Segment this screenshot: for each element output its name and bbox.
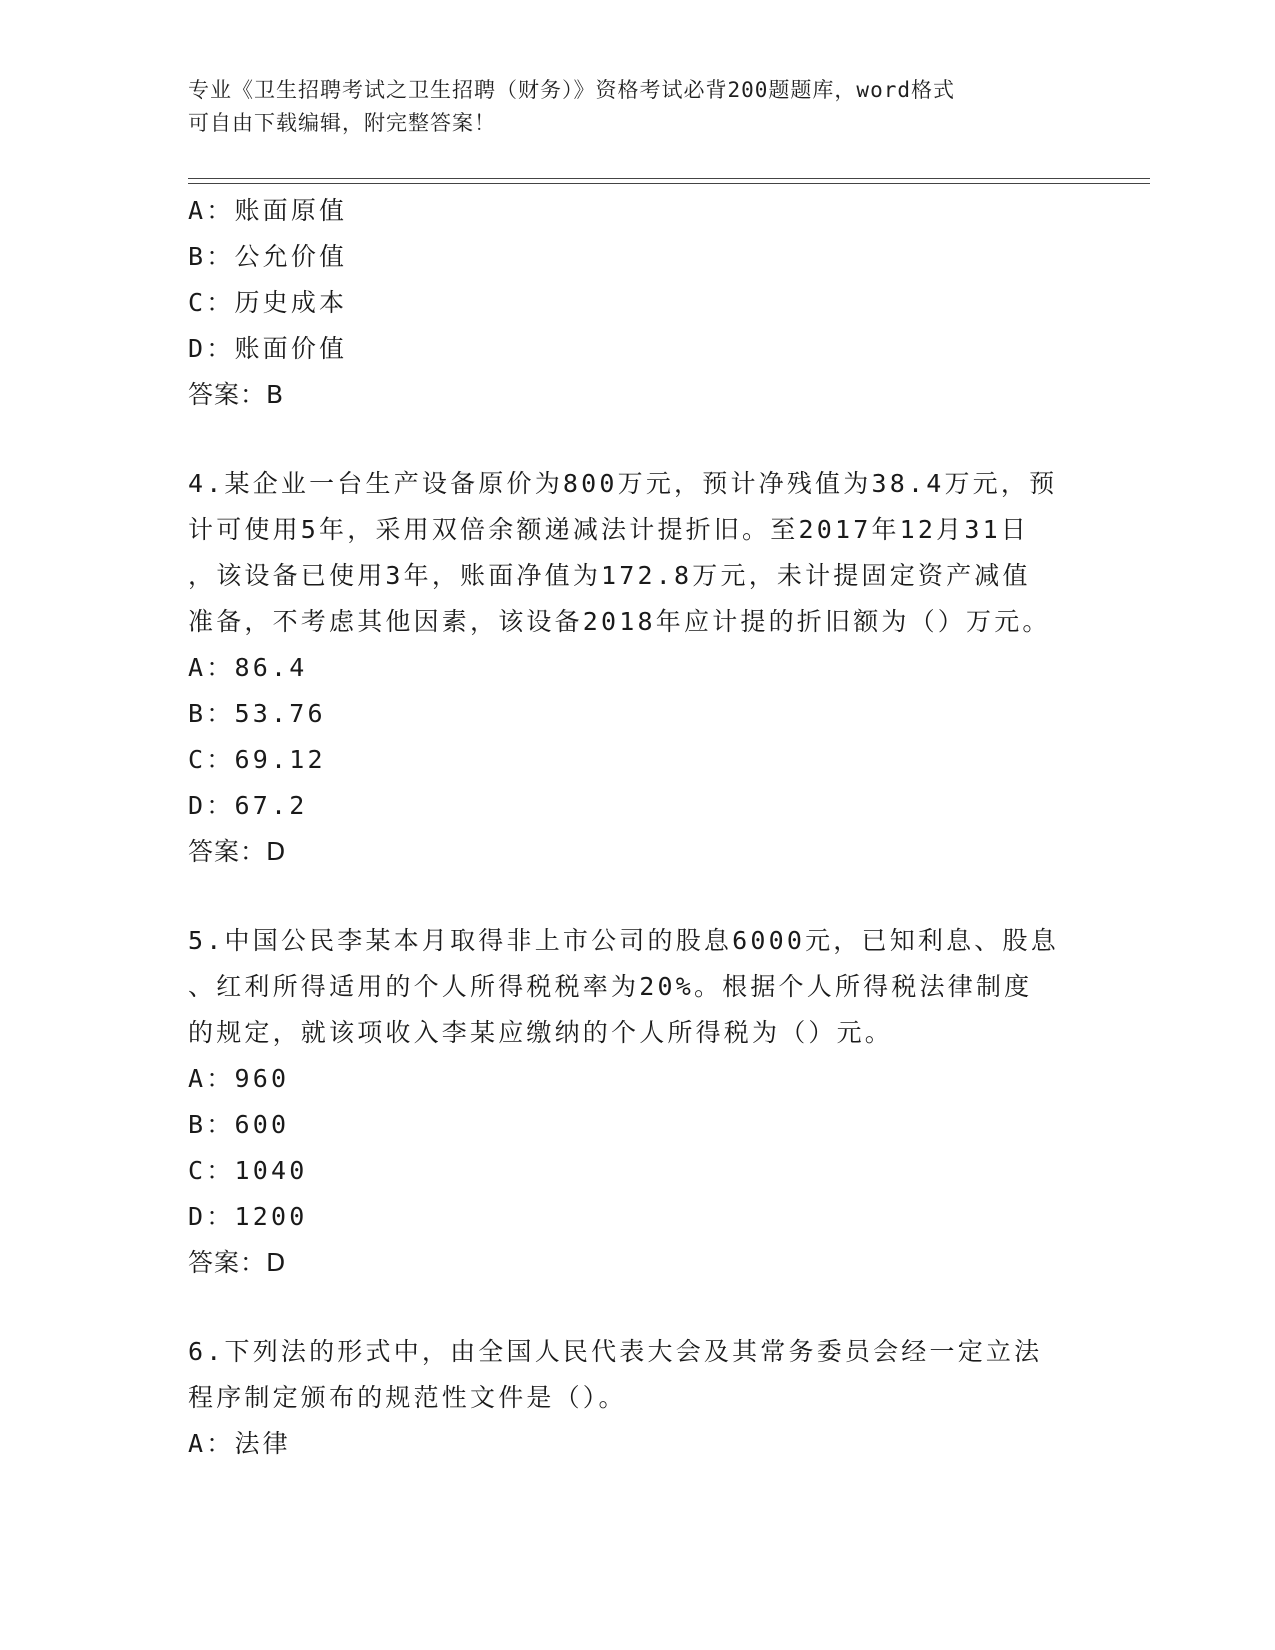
document-body	[188, 188, 1088, 1467]
option-d: D：账面价值	[188, 334, 348, 363]
question-gap	[188, 1286, 1088, 1329]
option-b: B：600	[188, 1110, 290, 1139]
question-stem-line: 的规定，就该项收入李某应缴纳的个人所得税为（）元。	[188, 1018, 894, 1047]
question-4	[188, 461, 1088, 875]
question-stem-line: 计可使用5年，采用双倍余额递减法计提折旧。至2017年12月31日	[188, 515, 1030, 544]
header-title-line-1: 专业《卫生招聘考试之卫生招聘（财务）》资格考试必背200题题库，word格式	[188, 78, 955, 102]
option-a: A：账面原值	[188, 196, 348, 225]
option-c: C：69.12	[188, 745, 326, 774]
option-c: C：1040	[188, 1156, 308, 1185]
option-a: A：法律	[188, 1429, 291, 1458]
question-6	[188, 1329, 1088, 1467]
question-stem-line: 4.某企业一台生产设备原价为800万元，预计净残值为38.4万元，预	[188, 469, 1058, 498]
question-gap	[188, 875, 1088, 918]
option-d: D：67.2	[188, 791, 308, 820]
question-stem-line: 5.中国公民李某本月取得非上市公司的股息6000元，已知利息、股息	[188, 926, 1059, 955]
answer-line: 答案：D	[188, 1248, 287, 1277]
option-d: D：1200	[188, 1202, 308, 1231]
question-stem-line: 准备，不考虑其他因素，该设备2018年应计提的折旧额为（）万元。	[188, 607, 1051, 636]
question-stem-line: ，该设备已使用3年，账面净值为172.8万元，未计提固定资产减值	[188, 561, 1031, 590]
question-gap	[188, 418, 1088, 461]
option-b: B：公允价值	[188, 242, 348, 271]
header-title-line-2: 可自由下载编辑，附完整答案！	[188, 111, 496, 135]
question-3	[188, 188, 1088, 418]
question-5	[188, 918, 1088, 1286]
header-divider	[188, 178, 1150, 184]
answer-line: 答案：B	[188, 380, 285, 409]
option-a: A：86.4	[188, 653, 308, 682]
option-a: A：960	[188, 1064, 290, 1093]
answer-line: 答案：D	[188, 837, 287, 866]
question-stem-line: 6.下列法的形式中，由全国人民代表大会及其常务委员会经一定立法	[188, 1337, 1043, 1366]
question-stem-line: 、红利所得适用的个人所得税税率为20%。根据个人所得税法律制度	[188, 972, 1033, 1001]
option-b: B：53.76	[188, 699, 326, 728]
option-c: C：历史成本	[188, 288, 348, 317]
question-stem-line: 程序制定颁布的规范性文件是（）。	[188, 1383, 627, 1412]
document-header	[188, 74, 1068, 140]
